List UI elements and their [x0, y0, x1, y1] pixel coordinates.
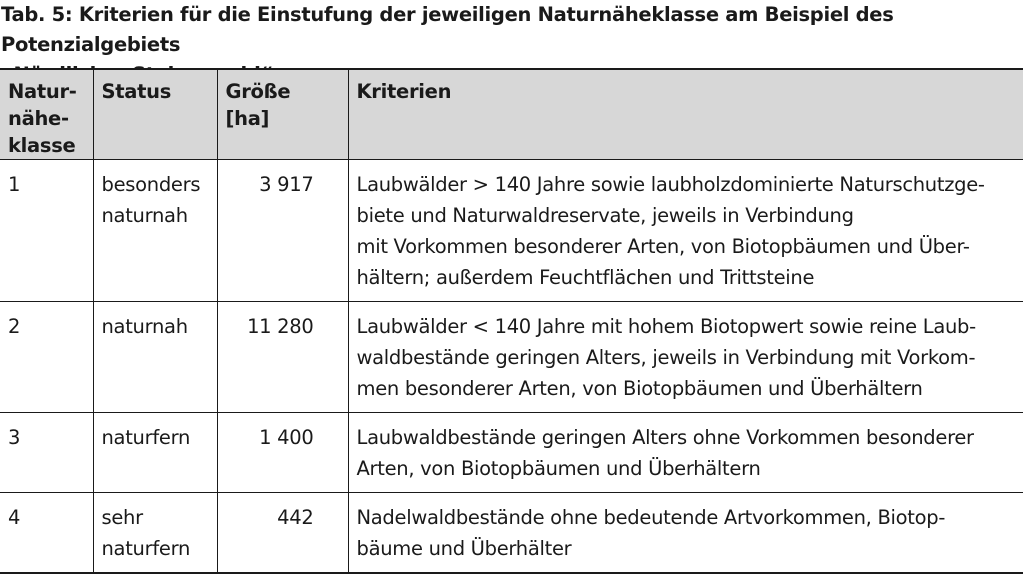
cell-klasse: 2	[0, 302, 93, 413]
header-klasse-line: klasse	[8, 134, 76, 157]
header-klasse	[0, 69, 93, 160]
kriterien-line: bäume und Überhälter	[356, 537, 572, 560]
cell-kriterien	[348, 302, 1023, 413]
cell-klasse: 3	[0, 413, 93, 493]
kriterien-line: Laubwälder > 140 Jahre sowie laubholzdominierte Naturschutzge-	[356, 173, 985, 196]
table-row	[0, 413, 1023, 493]
cell-status	[93, 302, 217, 413]
kriterien-line: Arten, von Biotopbäumen und Überhältern	[356, 457, 761, 480]
kriterien-line: biete und Naturwaldreservate, jeweils in Verbindung	[356, 204, 854, 227]
kriterien-line: Laubwaldbestände geringen Alters ohne Vorkommen besonderer	[356, 426, 974, 449]
header-klasse-line: Natur-	[8, 80, 77, 103]
table-row	[0, 160, 1023, 302]
status-line: sehr	[101, 506, 143, 529]
status-line: besonders	[101, 173, 201, 196]
header-status: Status	[93, 69, 217, 160]
caption-line-1: Tab. 5: Kriterien für die Einstufung der jeweiligen Naturnäheklasse am Beispiel des Potenzialgebiets	[1, 3, 894, 56]
cell-kriterien	[348, 160, 1023, 302]
kriterien-line: Laubwälder < 140 Jahre mit hohem Biotopwert sowie reine Laub-	[356, 315, 976, 338]
cell-status	[93, 493, 217, 574]
table-row	[0, 493, 1023, 574]
table-row	[0, 302, 1023, 413]
kriterien-line: men besonderer Arten, von Biotopbäumen und Überhältern	[356, 377, 923, 400]
naturnaehe-table	[0, 68, 1023, 574]
cell-groesse: 442	[217, 493, 348, 574]
header-klasse-line: nähe-	[8, 107, 69, 130]
cell-kriterien	[348, 413, 1023, 493]
header-groesse: Größe [ha]	[217, 69, 348, 160]
cell-groesse: 1 400	[217, 413, 348, 493]
cell-status	[93, 413, 217, 493]
kriterien-line: waldbestände geringen Alters, jeweils in Verbindung mit Vorkom-	[356, 346, 976, 369]
cell-kriterien	[348, 493, 1023, 574]
status-line: naturnah	[101, 315, 188, 338]
cell-status	[93, 160, 217, 302]
status-line: naturnah	[101, 204, 188, 227]
cell-groesse: 11 280	[217, 302, 348, 413]
cell-klasse: 1	[0, 160, 93, 302]
status-line: naturfern	[101, 426, 191, 449]
kriterien-line: hältern; außerdem Feuchtflächen und Trittsteine	[356, 266, 815, 289]
cell-groesse: 3 917	[217, 160, 348, 302]
cell-klasse: 4	[0, 493, 93, 574]
kriterien-line: Nadelwaldbestände ohne bedeutende Artvorkommen, Biotop-	[356, 506, 946, 529]
header-kriterien: Kriterien	[348, 69, 1023, 160]
status-line: naturfern	[101, 537, 191, 560]
kriterien-line: mit Vorkommen besonderer Arten, von Biotopbäumen und Über-	[356, 235, 970, 258]
header-row	[0, 69, 1023, 160]
